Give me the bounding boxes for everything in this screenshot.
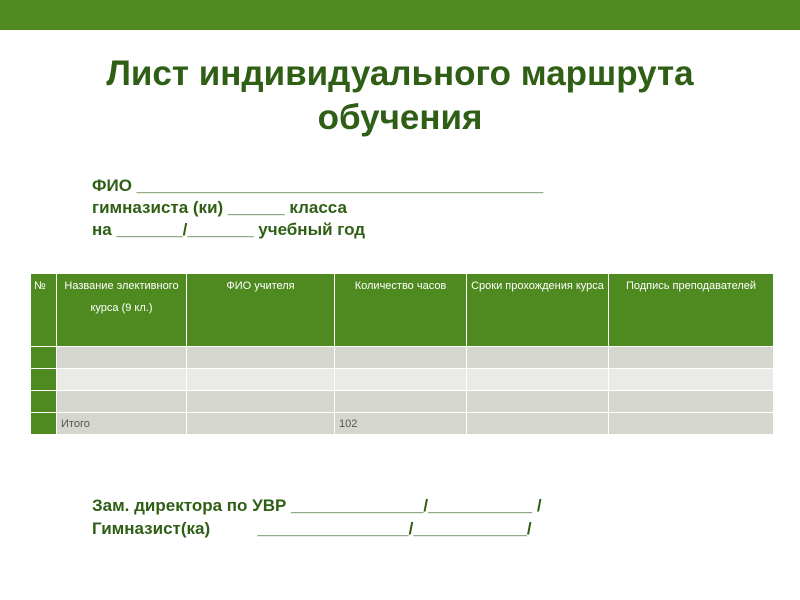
table-cell	[467, 369, 609, 391]
table-cell	[467, 347, 609, 369]
table-row	[31, 391, 774, 413]
title-line-1: Лист индивидуального маршрута	[106, 54, 694, 93]
route-table	[30, 273, 774, 435]
table-cell	[57, 391, 187, 413]
table-cell	[467, 413, 609, 435]
header-teacher-name: ФИО учителя	[187, 274, 335, 347]
table-cell	[31, 413, 57, 435]
page-title	[0, 52, 800, 140]
table-cell	[335, 347, 467, 369]
table-cell	[335, 369, 467, 391]
table-cell	[609, 413, 774, 435]
table-header-row	[31, 274, 774, 347]
table-cell	[31, 347, 57, 369]
student-info-block	[92, 175, 543, 241]
table-cell	[609, 369, 774, 391]
student-class-line: гимназиста (ки) ______ класса	[92, 198, 347, 217]
deputy-director-signature-line: Зам. директора по УВР ______________/___________ /	[92, 496, 542, 515]
school-year-line: на _______/_______ учебный год	[92, 220, 366, 239]
top-banner	[0, 0, 800, 30]
student-signature-line: Гимназист(ка) ________________/____________/	[92, 519, 532, 538]
table-cell	[187, 413, 335, 435]
header-hours: Количество часов	[335, 274, 467, 347]
header-course-name: Название элективного курса (9 кл.)	[57, 274, 187, 347]
signatures-block	[92, 494, 542, 540]
total-label: Итого	[57, 413, 187, 435]
table-row	[31, 347, 774, 369]
table-cell	[187, 347, 335, 369]
table-cell	[187, 369, 335, 391]
table-cell	[609, 391, 774, 413]
student-name-line: ФИО ___________________________________________	[92, 176, 544, 195]
table-cell	[467, 391, 609, 413]
header-teacher-signature: Подпись преподавателей	[609, 274, 774, 347]
header-number: №	[31, 274, 57, 347]
table-cell	[609, 347, 774, 369]
header-course-dates: Сроки прохождения курса	[467, 274, 609, 347]
table-cell	[335, 391, 467, 413]
table-cell	[57, 347, 187, 369]
total-hours: 102	[335, 413, 467, 435]
title-line-2: обучения	[317, 98, 483, 137]
table-cell	[31, 391, 57, 413]
table-cell	[31, 369, 57, 391]
table-cell	[57, 369, 187, 391]
table-total-row	[31, 413, 774, 435]
table-row	[31, 369, 774, 391]
table-cell	[187, 391, 335, 413]
